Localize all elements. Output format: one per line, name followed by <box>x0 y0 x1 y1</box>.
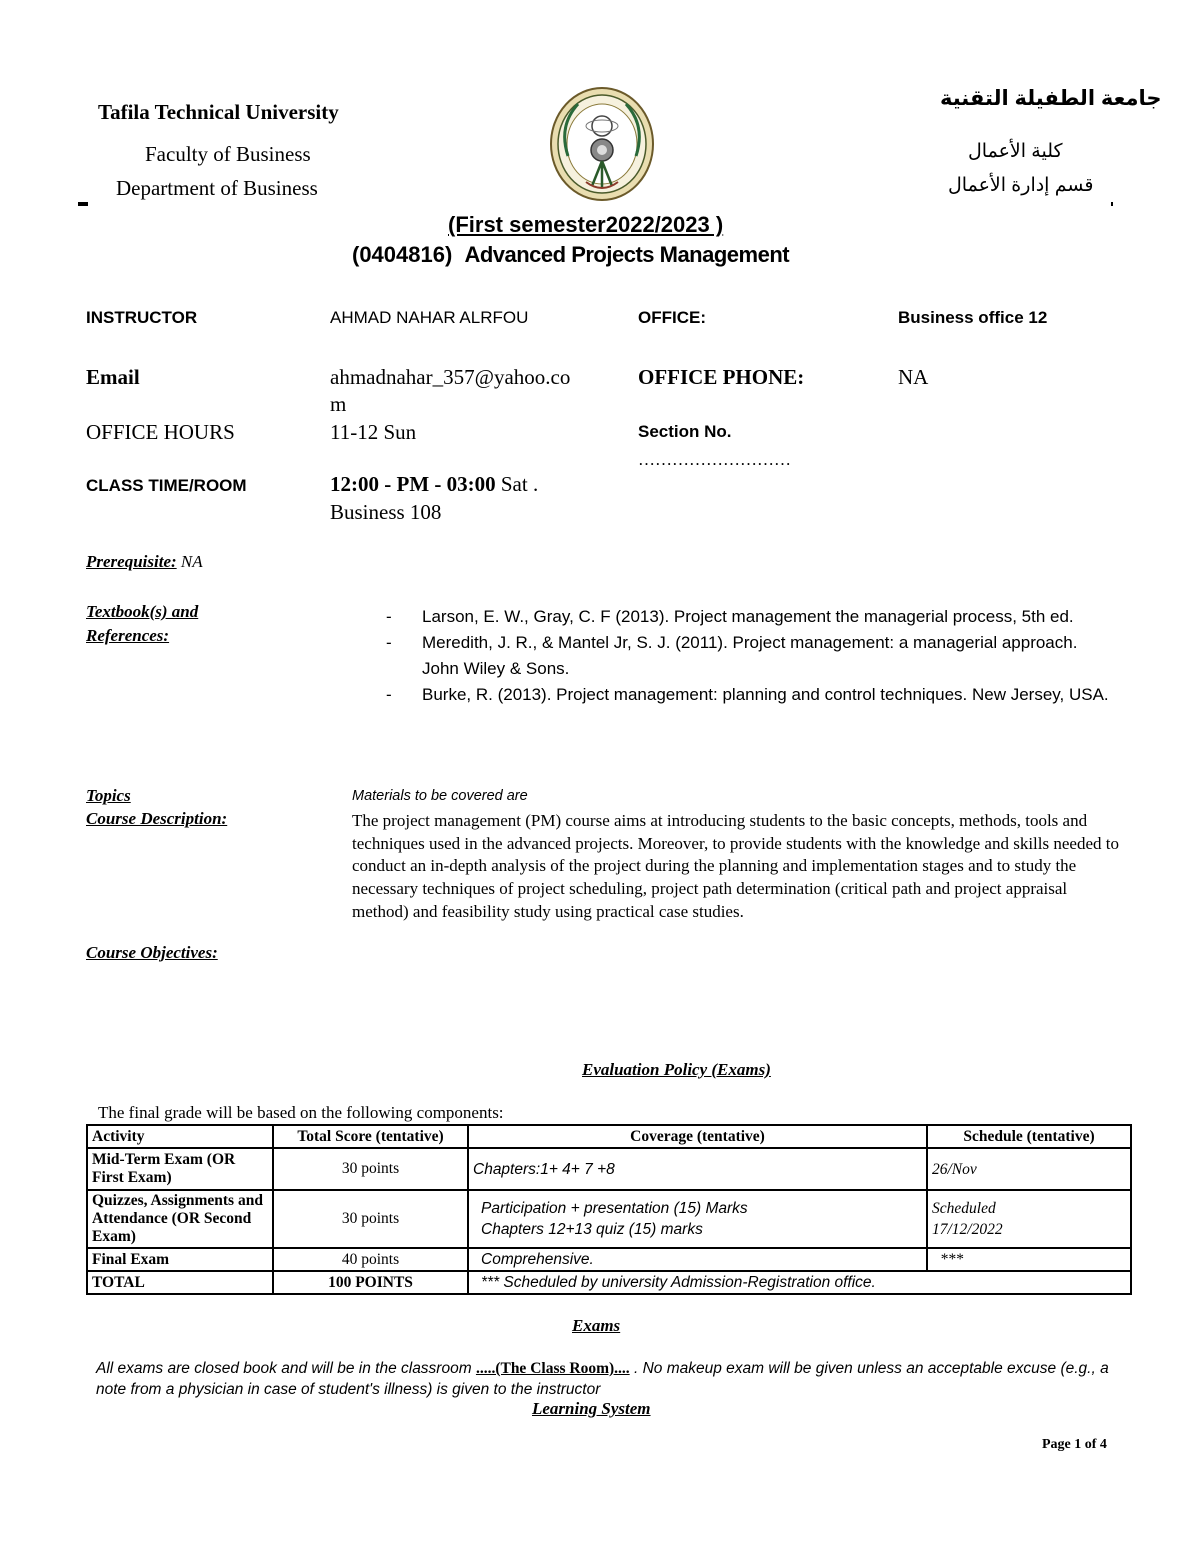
course-description-label: Course Description: <box>86 809 228 828</box>
schedule-line: 26/Nov <box>932 1160 977 1178</box>
department-name-en: Department of Business <box>116 176 318 200</box>
coverage-cell <box>468 1190 927 1248</box>
table-header-row <box>87 1125 1131 1148</box>
header-coverage: Coverage (tentative) <box>468 1125 927 1148</box>
coverage-cell <box>468 1148 927 1190</box>
university-name-ar: جامعة الطفيلة التقنية <box>940 87 1162 110</box>
course-description-text: The project management (PM) course aims at introducing students to the basic concepts, methods, tools and techniques used in the advanced projects. Moreover, to provide students with the knowledge and skills needed to conduct an in-depth analysis of the project during the planning and implementation stages and to study the necessary techniques of project scheduling, project path determination (critical path and project appraisal method) and feasibility study using practical case studies. <box>352 811 1119 921</box>
table-row <box>87 1248 1131 1271</box>
schedule-cell <box>927 1190 1131 1248</box>
class-time-hours: 12:00 - PM - 03:00 <box>330 472 496 496</box>
course-objectives-label: Course Objectives: <box>86 943 218 962</box>
header-total-score: Total Score (tentative) <box>273 1125 468 1148</box>
schedule-line: 17/12/2022 <box>932 1221 1003 1238</box>
exams-text-part: All exams are closed book and will be in the classroom <box>96 1360 476 1377</box>
class-time-label: CLASS TIME/ROOM <box>86 476 247 495</box>
schedule-cell <box>927 1248 1131 1271</box>
course-title <box>352 242 789 268</box>
office-value: Business office 12 <box>898 308 1048 327</box>
activity-cell: Quizzes, Assignments and Attendance (OR Second Exam) <box>87 1190 273 1248</box>
total-label: TOTAL <box>87 1271 273 1294</box>
references-list <box>386 604 1116 708</box>
instructor-value: AHMAD NAHAR ALRFOU <box>330 308 529 327</box>
prerequisite-label: Prerequisite: <box>86 552 177 571</box>
coverage-line: Comprehensive. <box>481 1251 594 1268</box>
table-total-row <box>87 1271 1131 1294</box>
exams-room: .....(The Class Room).... <box>475 1360 630 1377</box>
grades-table <box>86 1124 1132 1295</box>
class-time-value <box>330 472 538 497</box>
reference-item: - Meredith, J. R., & Mantel Jr, S. J. (2011). Project management: a managerial approach. John Wiley & Sons. <box>386 630 1116 682</box>
office-phone-value: NA <box>898 365 929 389</box>
prerequisite <box>86 552 203 572</box>
margin-mark <box>1111 202 1113 206</box>
class-time-day: Sat . <box>495 472 539 496</box>
margin-mark <box>78 202 88 206</box>
email-label: Email <box>86 365 140 389</box>
activity-cell: Mid-Term Exam (OR First Exam) <box>87 1148 273 1190</box>
office-hours-label: OFFICE HOURS <box>86 420 235 444</box>
schedule-line: Scheduled <box>932 1200 996 1217</box>
section-value: ……………………… <box>638 450 791 469</box>
total-score: 100 POINTS <box>273 1271 468 1294</box>
instructor-label: INSTRUCTOR <box>86 308 198 327</box>
reference-item: - Burke, R. (2013). Project management: planning and control techniques. New Jersey, USA. <box>386 682 1116 708</box>
email-value-line1[interactable]: ahmadnahar_357@yahoo.co <box>330 365 571 389</box>
table-row <box>87 1190 1131 1248</box>
score-cell: 30 points <box>273 1148 468 1190</box>
prerequisite-value: NA <box>176 552 203 571</box>
coverage-cell <box>468 1248 927 1271</box>
page-number: Page 1 of 4 <box>1042 1437 1107 1452</box>
total-coverage: *** Scheduled by university Admission-Registration office. <box>468 1271 1131 1294</box>
header-activity: Activity <box>87 1125 273 1148</box>
class-room-value: Business 108 <box>330 500 442 524</box>
university-logo <box>548 86 656 204</box>
activity-cell: Final Exam <box>87 1248 273 1271</box>
topics-value: Materials to be covered are <box>352 788 528 804</box>
evaluation-title: Evaluation Policy (Exams) <box>582 1060 771 1079</box>
schedule-cell <box>927 1148 1131 1190</box>
office-phone-label: OFFICE PHONE: <box>638 365 805 389</box>
learning-system-title: Learning System <box>532 1399 651 1418</box>
topics-label: Topics <box>86 786 131 805</box>
office-hours-value: 11-12 Sun <box>330 420 417 444</box>
exams-title: Exams <box>572 1316 621 1335</box>
evaluation-intro: The final grade will be based on the following components: <box>98 1103 504 1122</box>
header-schedule: Schedule (tentative) <box>927 1125 1131 1148</box>
schedule-line: *** <box>940 1251 964 1268</box>
textbooks-label-line2: References: <box>86 626 170 645</box>
score-cell: 30 points <box>273 1190 468 1248</box>
office-label: OFFICE: <box>638 308 706 327</box>
semester-title: (First semester2022/2023 ) <box>448 212 724 237</box>
faculty-name-en: Faculty of Business <box>145 142 311 166</box>
textbooks-label-line1: Textbook(s) and <box>86 602 199 621</box>
reference-item: - Larson, E. W., Gray, C. F (2013). Project management the managerial process, 5th ed. <box>386 604 1116 630</box>
exams-text <box>96 1358 1116 1400</box>
coverage-line: Chapters 12+13 quiz (15) marks <box>481 1221 703 1238</box>
coverage-line: Participation + presentation (15) Marks <box>481 1200 748 1217</box>
section-label: Section No. <box>638 422 732 441</box>
exams-text-part: . No makeup exam will be given unless an acceptable excuse (e.g., a note from a physician in case of student's illness) is given to the instructor <box>96 1360 1109 1398</box>
email-value-line2[interactable]: m <box>330 392 347 416</box>
course-code: (0404816) <box>352 242 453 267</box>
course-name: Advanced Projects Management <box>464 242 790 267</box>
department-name-ar: قسم إدارة الأعمال <box>948 175 1094 196</box>
coverage-line: Chapters:1+ 4+ 7 +8 <box>473 1160 615 1178</box>
faculty-name-ar: كلية الأعمال <box>968 141 1063 162</box>
university-name-en: Tafila Technical University <box>98 100 339 124</box>
score-cell: 40 points <box>273 1248 468 1271</box>
table-row <box>87 1148 1131 1190</box>
